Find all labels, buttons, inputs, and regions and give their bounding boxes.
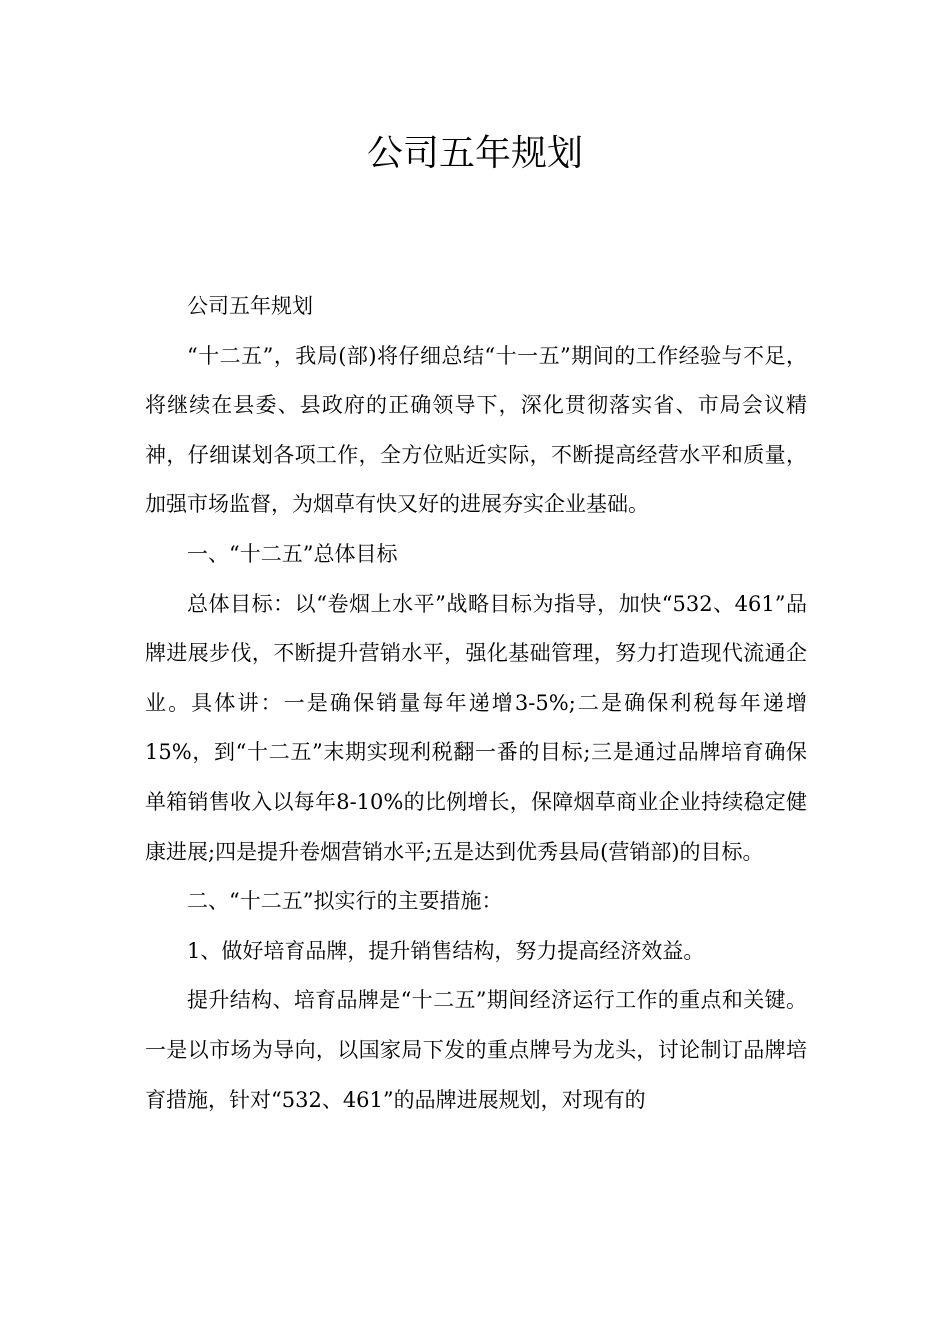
document-body (145, 282, 807, 1125)
paragraph-goals: 总体目标：以“卷烟上水平”战略目标为指导，加快“532、461”品牌进展步伐，不断提升营销水平，强化基础管理，努力打造现代流通企业。具体讲：一是确保销量每年递增3-5%;二是确保利税每年递增15%，到“十二五”末期实现利税翻一番的目标;三是通过品牌培育确保单箱销售收入以每年8-10%的比例增长，保障烟草商业企业持续稳定健康进展;四是提升卷烟营销水平;五是达到优秀县局(营销部)的目标。 (145, 591, 807, 864)
section-heading-measures: 二、“十二五”拟实行的主要措施： (187, 889, 503, 914)
subsection-heading-brand: 1、做好培育品牌，提升销售结构，努力提高经济效益。 (187, 938, 705, 963)
paragraph-heading-repeat: 公司五年规划 (187, 294, 313, 318)
section-heading-goals: 一、“十二五”总体目标 (187, 541, 398, 566)
document-title: 公司五年规划 (366, 133, 583, 174)
paragraph-brand: 提升结构、培育品牌是“十二五”期间经济运行工作的重点和关键。一是以市场为导向，以国家局下发的重点牌号为龙头，讨论制订品牌培育措施，针对“532、461”的品牌进展规划，对现有的 (145, 988, 807, 1112)
paragraph-intro: “十二五”，我局(部)将仔细总结“十一五”期间的工作经验与不足，将继续在县委、县政府的正确领导下，深化贯彻落实省、市局会议精神，仔细谋划各项工作，全方位贴近实际，不断提高经营水平和质量，加强市场监督，为烟草有快又好的进展夯实企业基础。 (145, 343, 807, 517)
